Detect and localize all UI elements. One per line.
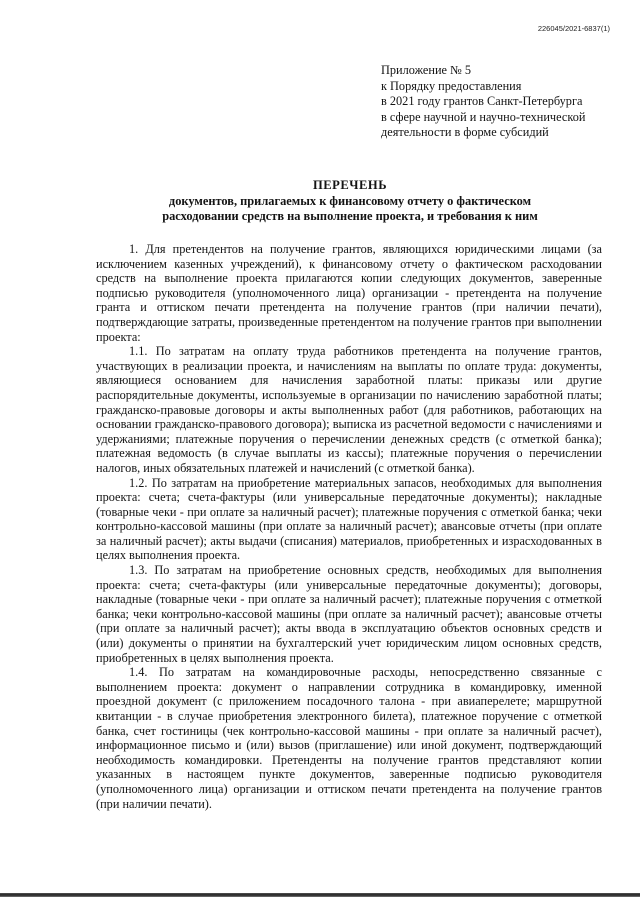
paragraph-1-4: 1.4. По затратам на командировочные расходы, непосредственно связанные с выполнением проекта: документ о направлении сотрудника в командировку, именной проездной документ (с приложением посадочного талона - при авиаперелете; маршрутной квитанции - в случае приобретения электронного билета), платежное поручение с отметкой банка, счет гостиницы (чек контрольно-кассовой машины - при оплате за наличный расчет), информационное письмо и (или) вызов (приглашение) или иной документ, подтверждающий необходимость командировки. Претенденты на получение грантов представляют копии указанных в настоящем пункте документов, заверенные подписью руководителя (уполномоченного лица) организации и оттиском печати претендента на получение грантов (при наличии печати). xyxy=(96,665,602,811)
appendix-line: в 2021 году грантов Санкт-Петербурга xyxy=(381,94,583,108)
paragraph-1-2: 1.2. По затратам на приобретение материальных запасов, необходимых для выполнения проекта: счета; счета-фактуры (или универсальные передаточные документы); накладные (товарные чеки - при оплате за наличный расчет); платежные поручения с отметкой банка; чеки контрольно-кассовой машины (при оплате за наличный расчет); авансовые отчеты (при оплате за наличный расчет); акты выдачи (списания) материалов, приобретенных и израсходованных в целях выполнения проекта. xyxy=(96,475,602,563)
document-subtitle-line: документов, прилагаемых к финансовому отчету о фактическом xyxy=(168,193,532,208)
document-subtitle-line: расходовании средств на выполнение проекта, и требования к ним xyxy=(162,209,538,223)
paragraph-1-1: 1.1. По затратам на оплату труда работников претендента на получение грантов, участвующих в реализации проекта, и начислениям на выплаты по оплате труда: документы, являющиеся основанием для начисления заработной платы: приказы или другие распорядительные документы, используемые в организации по начислению заработной платы; гражданско-правовые договоры и акты выполненных работ (для работников, работающих на основании гражданско-правового договора); выписка из расчетной ведомости с начислениями и удержаниями; платежные поручения о перечислении денежных средств (с отметкой банка); платежная ведомость (в случае выплаты из кассы); платежные поручения о перечислении налогов, иных обязательных платежей и начислений (с отметкой банка). xyxy=(96,344,602,475)
paragraph-1-3: 1.3. По затратам на приобретение основных средств, необходимых для выполнения проекта: счета; счета-фактуры (или универсальные передаточные документы); договоры, накладные (товарные чеки - при оплате за наличный расчет); платежные поручения с отметкой банка; чеки контрольно-кассовой машины (при оплате за наличный расчет); авансовые отчеты (при оплате за наличный расчет); акты ввода в эксплуатацию объектов основных средств и (или) документы о принятии на бухгалтерский учет юридическим лицом основных средств, приобретенных в целях выполнения проекта. xyxy=(96,563,602,665)
paragraph-1: 1. Для претендентов на получение грантов, являющихся юридическими лицами (за исключением казенных учреждений), к финансовому отчету о фактическом расходовании средств на выполнение проекта прилагаются копии следующих документов, заверенные подписью руководителя (уполномоченного лица) организации - претендента на получение гранта и оттиском печати претендента на получение грантов (при наличии печати), подтверждающие затраты, произведенные претендентом на получение грантов при выполнении проекта: xyxy=(96,242,602,344)
appendix-line: деятельности в форме субсидий xyxy=(381,125,549,139)
appendix-line: в сфере научной и научно-технической xyxy=(381,109,586,124)
document-id: 226045/2021-6837(1) xyxy=(537,24,610,33)
appendix-block xyxy=(381,63,621,141)
document-title: ПЕРЕЧЕНЬ xyxy=(312,178,388,192)
scan-edge-line xyxy=(0,893,640,897)
document-heading xyxy=(70,178,630,225)
document-body xyxy=(96,242,602,811)
appendix-line: Приложение № 5 xyxy=(381,63,472,77)
appendix-line: к Порядку предоставления xyxy=(381,78,522,93)
